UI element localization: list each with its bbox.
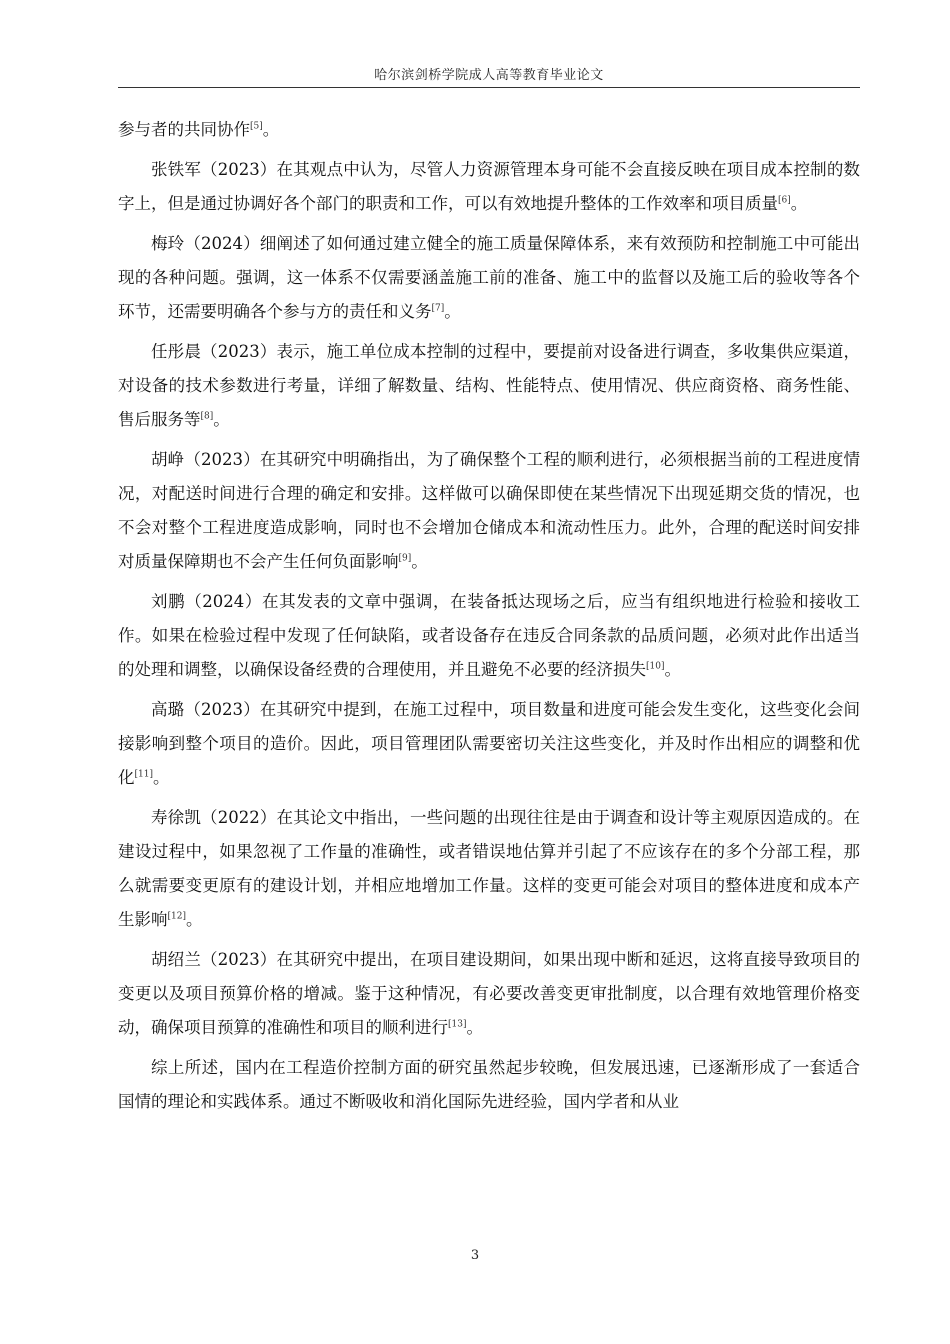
paragraph — [118, 153, 860, 221]
page-number: 3 — [470, 1248, 480, 1263]
paragraph-text: 高璐（2023）在其研究中提到，在施工过程中，项目数量和进度可能会发生变化，这些变化会间接影响到整个项目的造价。因此，项目管理团队需要密切关注这些变化，并及时作出相应的调整和优化 — [118, 700, 860, 787]
paragraph-end: 。 — [444, 302, 461, 321]
citation-ref: [5] — [250, 121, 263, 132]
paragraph-text: 张铁军（2023）在其观点中认为，尽管人力资源管理本身可能不会直接反映在项目成本控制的数字上，但是通过协调好各个部门的职责和工作，可以有效地提升整体的工作效率和项目质量 — [118, 160, 860, 213]
paragraph-text: 胡峥（2023）在其研究中明确指出，为了确保整个工程的顺利进行，必须根据当前的工程进度情况，对配送时间进行合理的确定和安排。这样做可以确保即使在某些情况下出现延期交货的情况，也不会对整个工程进度造成影响，同时也不会增加仓储成本和流动性压力。此外，合理的配送时间安排对质量保障期也不会产生任何负面影响 — [118, 450, 860, 571]
paragraph-end: 。 — [152, 768, 170, 787]
paragraph-text: 寿徐凯（2022）在其论文中指出，一些问题的出现往往是由于调查和设计等主观原因造成的。在建设过程中，如果忽视了工作量的准确性，或者错误地估算并引起了不应该存在的多个分部工程，那么就需要变更原有的建设计划，并相应地增加工作量。这样的变更可能会对项目的整体进度和成本产生影响 — [118, 808, 860, 929]
paragraph — [118, 693, 860, 795]
citation-ref: [9] — [398, 553, 412, 564]
paragraph-end: 。 — [213, 410, 230, 429]
paragraph — [118, 335, 860, 437]
paragraph-text: 综上所述，国内在工程造价控制方面的研究虽然起步较晚，但发展迅速，已逐渐形成了一套适合国情的理论和实践体系。通过不断吸收和消化国际先进经验，国内学者和从业 — [118, 1058, 860, 1111]
citation-ref: [10] — [646, 661, 665, 672]
paragraph-end: 。 — [664, 660, 681, 679]
paragraph — [118, 443, 860, 579]
citation-ref: [12] — [167, 911, 186, 922]
paragraph-text: 胡绍兰（2023）在其研究中提出，在项目建设期间，如果出现中断和延迟，这将直接导致项目的变更以及项目预算价格的增减。鉴于这种情况，有必要改善变更审批制度，以合理有效地管理价格变动，确保项目预算的准确性和项目的顺利进行 — [118, 950, 860, 1037]
citation-ref: [13] — [448, 1019, 467, 1030]
header-rule — [118, 87, 860, 88]
paragraph-end: 。 — [466, 1018, 483, 1037]
paragraph-text: 刘鹏（2024）在其发表的文章中强调，在装备抵达现场之后，应当有组织地进行检验和接收工作。如果在检验过程中发现了任何缺陷，或者设备存在违反合同条款的品质问题，必须对此作出适当的处理和调整，以确保设备经费的合理使用，并且避免不必要的经济损失 — [118, 592, 860, 679]
citation-ref: [8] — [200, 411, 214, 422]
paragraph — [118, 1051, 860, 1119]
paragraph — [118, 227, 860, 329]
paragraph — [118, 585, 860, 687]
paragraph-end: 。 — [185, 910, 203, 929]
paragraph-end: 。 — [411, 552, 428, 571]
paragraph — [118, 113, 860, 147]
paragraph — [118, 943, 860, 1045]
citation-ref: [6] — [778, 195, 791, 206]
paragraph-text: 任彤晨（2023）表示，施工单位成本控制的过程中，要提前对设备进行调查，多收集供应渠道，对设备的技术参数进行考量，详细了解数量、结构、性能特点、使用情况、供应商资格、商务性能、售后服务等 — [118, 342, 860, 429]
citation-ref: [7] — [431, 303, 445, 314]
citation-ref: [11] — [134, 769, 153, 780]
paragraph-text: 梅玲（2024）细阐述了如何通过建立健全的施工质量保障体系，来有效预防和控制施工中可能出现的各种问题。强调，这一体系不仅需要涵盖施工前的准备、施工中的监督以及施工后的验收等各个环节，还需要明确各个参与方的责任和义务 — [118, 234, 860, 321]
paragraph — [118, 801, 860, 937]
body-text — [118, 113, 860, 1125]
paragraph-end: 。 — [790, 194, 808, 213]
running-header: 哈尔滨剑桥学院成人高等教育毕业论文 — [374, 68, 604, 83]
paragraph-text: 参与者的共同协作 — [118, 120, 250, 139]
paragraph-end: 。 — [262, 120, 280, 139]
